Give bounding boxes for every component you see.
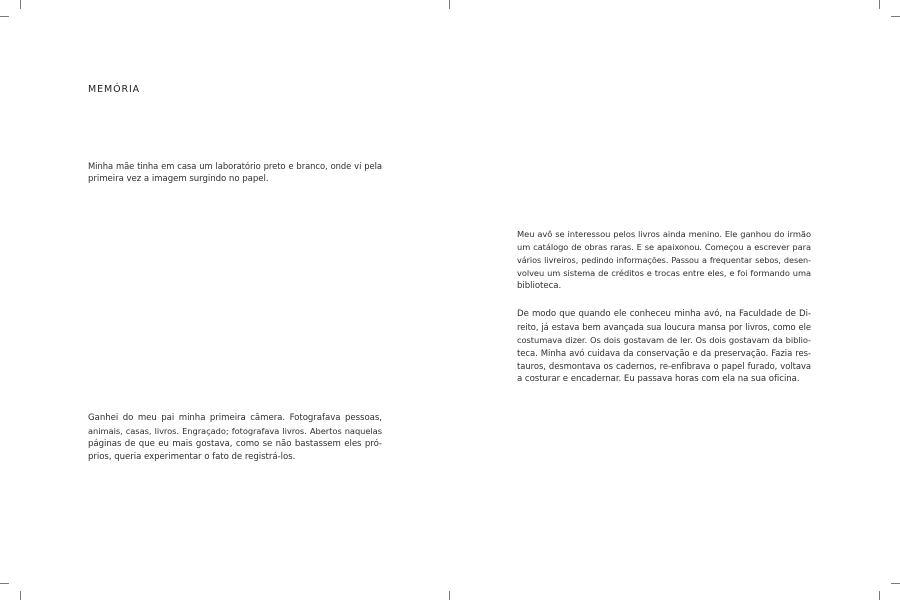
right-paragraph-2 [517, 308, 811, 386]
text-line: biblioteca. [517, 281, 562, 291]
crop-mark [20, 0, 21, 9]
text-line: teca. Minha avó cuidava da conservação e da preservação. Fazia res- [517, 348, 811, 358]
text-line: animais, casas, livros. Engraçado; fotografava livros. Abertos naquelas [88, 426, 382, 436]
text-line: páginas de que eu mais gostava, como se não bastassem eles pró- [88, 439, 382, 449]
crop-mark [449, 591, 450, 600]
crop-mark [879, 0, 880, 9]
crop-mark [0, 16, 9, 17]
crop-mark [879, 591, 880, 600]
text-line: prios, queria experimentar o fato de registrá-los. [88, 452, 296, 462]
left-paragraph-2 [88, 412, 382, 464]
text-line: Ganhei do meu pai minha primeira câmera. Fotografava pessoas, [88, 413, 382, 423]
text-line: costumava dizer. Os dois gostavam de ler. Os dois gostavam da biblio- [517, 335, 811, 345]
left-paragraph-1 [88, 160, 382, 186]
crop-mark [20, 591, 21, 600]
text-line: primeira vez a imagem surgindo no papel. [88, 174, 269, 184]
text-line: um catálogo de obras raras. E se apaixonou. Começou a escrever para [517, 242, 811, 252]
text-line: tauros, desmontava os cadernos, re-enfibrava o papel furado, voltava [517, 361, 811, 371]
section-heading: MEMÓRIA [88, 84, 141, 95]
crop-mark [891, 16, 900, 17]
text-line: reito, já estava bem avançada sua loucura mansa por livros, como ele [517, 322, 811, 332]
text-line: Minha mãe tinha em casa um laboratório preto e branco, onde vi pela [88, 161, 382, 171]
text-line: vários livreiros, pedindo informações. Passou a frequentar sebos, desen- [517, 255, 811, 265]
crop-mark [891, 583, 900, 584]
text-line: volveu um sistema de créditos e trocas entre eles, e foi formando uma [517, 268, 811, 278]
text-line: Meu avô se interessou pelos livros ainda menino. Ele ganhou do irmão [517, 229, 811, 239]
text-line: De modo que quando ele conheceu minha avó, na Faculdade de Di- [517, 309, 811, 319]
right-paragraph-1 [517, 228, 811, 293]
crop-mark [449, 0, 450, 9]
text-line: a costurar e encadernar. Eu passava horas com ela na sua oficina. [517, 374, 800, 384]
crop-mark [0, 583, 9, 584]
